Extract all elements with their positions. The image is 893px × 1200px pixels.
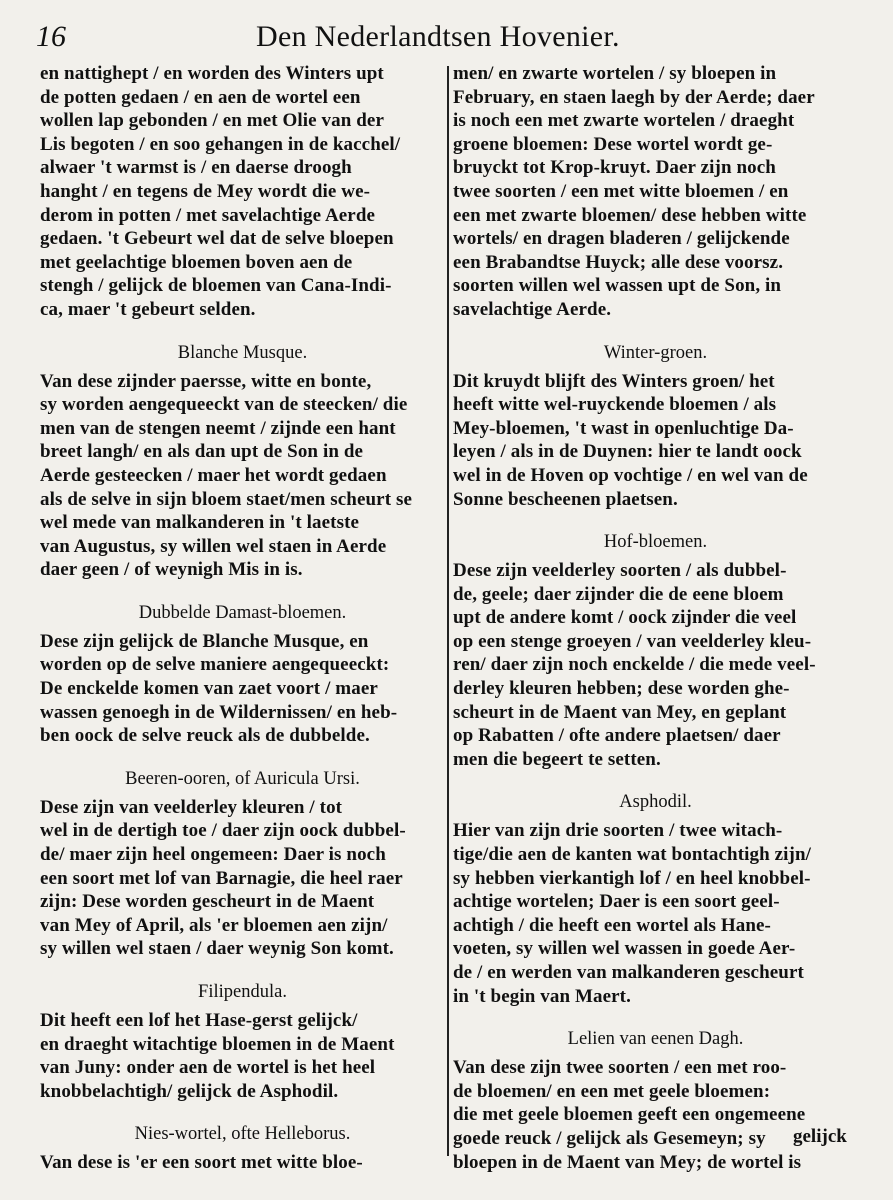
text-line: Dit kruydt blijft des Winters groen/ het [453, 370, 775, 392]
text-line: op Rabatten / ofte andere plaetsen/ daer [453, 725, 781, 747]
left-column [40, 62, 445, 1175]
text-section [453, 790, 858, 1008]
text-line: sy worden aengequeeckt van de steecken/ die [40, 394, 408, 416]
text-line: twee soorten / een met witte bloemen / en [453, 180, 789, 202]
text-line: bloepen in de Maent van Mey; de wortel is [453, 1151, 802, 1173]
column-divider [447, 66, 449, 1156]
section-heading: Blanche Musque. [177, 342, 308, 363]
section-heading: Winter-groen. [603, 342, 708, 363]
text-line: voeten, sy willen wel wassen in goede Aer- [453, 938, 796, 960]
text-line: een Brabandtse Huyck; alle dese voorsz. [453, 251, 784, 273]
text-line: achtige wortelen; Daer is een soort geel- [453, 891, 780, 913]
text-line: wortels/ en dragen bladeren / gelijckende [453, 228, 790, 250]
text-section [453, 62, 858, 322]
text-line: ben oock de selve reuck als de dubbelde. [40, 725, 370, 747]
text-section [453, 530, 858, 771]
text-section [40, 62, 445, 322]
text-line: bruyckt tot Krop-kruyt. Daer zijn noch [453, 157, 776, 179]
text-line: worden op de selve maniere aengequeeckt: [40, 654, 390, 676]
text-line: groene bloemen: Dese wortel wordt ge- [453, 133, 773, 155]
text-line: Sonne bescheenen plaetsen. [453, 488, 678, 510]
text-line: die met geele bloemen geeft een ongemeene [453, 1104, 806, 1126]
text-line: als de selve in sijn bloem staet/men scheurt se [40, 488, 412, 510]
text-line: soorten willen wel wassen upt de Son, in [453, 275, 782, 297]
text-line: gedaen. 't Gebeurt wel dat de selve bloepen [40, 228, 394, 250]
text-line: knobbelachtigh/ gelijck de Asphodil. [40, 1080, 339, 1102]
text-line: sy willen wel staen / daer weynig Son komt. [40, 938, 394, 960]
text-line: tige/die aen de kanten wat bontachtigh zijn/ [453, 844, 812, 866]
text-section [40, 980, 445, 1103]
text-line: de potten gedaen / en aen de wortel een [40, 86, 361, 108]
text-line: wassen genoegh in de Wildernissen/ en heb- [40, 701, 398, 723]
section-heading: Hof-bloemen. [603, 532, 708, 553]
text-line: daer geen / of weynigh Mis in is. [40, 559, 303, 581]
text-line: Aerde gesteecken / maer het wordt gedaen [40, 464, 387, 486]
text-line: goede reuck / gelijck als Gesemeyn; sy [453, 1127, 766, 1149]
text-line: Hier van zijn drie soorten / twee witach- [453, 820, 783, 842]
text-line: de/ maer zijn heel ongemeen: Daer is noch [40, 844, 386, 866]
section-heading: Beeren-ooren, of Auricula Ursi. [125, 768, 360, 789]
text-line: Van dese zijn twee soorten / een met roo- [453, 1057, 787, 1079]
text-line: derom in potten / met savelachtige Aerde [40, 204, 376, 226]
text-section [40, 601, 445, 748]
text-line: De enckelde komen van zaet voort / maer [40, 678, 378, 700]
text-line: Dese zijn van veelderley kleuren / tot [40, 796, 343, 818]
text-section [453, 1027, 858, 1174]
text-line: Van dese zijnder paersse, witte en bonte, [40, 370, 372, 392]
text-line: stengh / gelijck de bloemen van Cana-Indi- [40, 275, 392, 297]
text-line: van Juny: onder aen de wortel is het heel [40, 1057, 376, 1079]
text-line: hanght / en tegens de Mey wordt die we- [40, 180, 371, 202]
running-title: Den Nederlandtsen Hovenier. [256, 20, 620, 53]
text-line: is noch een met zwarte wortelen / draeght [453, 110, 795, 132]
catchword: gelijck [793, 1126, 847, 1147]
right-column [453, 62, 858, 1174]
text-line: savelachtige Aerde. [453, 298, 612, 320]
section-heading: Nies-wortel, ofte Helleborus. [134, 1124, 351, 1145]
text-line: Mey-bloemen, 't wast in openluchtige Da- [453, 417, 794, 439]
text-line: en draeght witachtige bloemen in de Maent [40, 1033, 395, 1055]
text-line: men/ en zwarte wortelen / sy bloepen in [453, 63, 777, 84]
text-line: February, en staen laegh by der Aerde; daer [453, 86, 815, 108]
text-line: op een stenge groeyen / van veelderley kleu- [453, 630, 812, 652]
text-line: de / en werden van malkanderen gescheurt [453, 962, 804, 983]
section-heading: Asphodil. [619, 792, 692, 813]
text-line: alwaer 't warmst is / en daerse droogh [40, 157, 352, 179]
text-section [40, 1122, 445, 1175]
text-line: leyen / als in de Duynen: hier te landt oock [453, 441, 802, 463]
section-heading: Filipendula. [198, 982, 287, 1002]
text-line: in 't begin van Maert. [453, 985, 631, 1007]
text-line: wel in de Hoven op vochtige / en wel van de [453, 464, 808, 486]
text-line: ca, maer 't gebeurt selden. [40, 298, 256, 320]
text-line: de bloemen/ en een met geele bloemen: [453, 1080, 771, 1102]
section-heading: Lelien van eenen Dagh. [567, 1029, 744, 1050]
text-section [453, 341, 858, 512]
text-line: scheurt in de Maent van Mey, en geplant [453, 701, 787, 723]
text-section [40, 767, 445, 961]
text-line: wel mede van malkanderen in 't laetste [40, 512, 360, 534]
text-line: upt de andere komt / oock zijnder die veel [453, 607, 797, 629]
page-header [0, 18, 893, 58]
text-line: Lis begoten / en soo gehangen in de kacchel/ [40, 133, 401, 155]
text-line: en nattighept / en worden des Winters upt [40, 63, 384, 84]
text-line: wel in de dertigh toe / daer zijn oock dubbel- [40, 820, 406, 842]
text-line: achtigh / die heeft een wortel als Hane- [453, 914, 771, 936]
text-line: van Mey of April, als 'er bloemen aen zijn/ [40, 914, 388, 936]
text-line: men van de stengen neemt / zijnde een hant [40, 417, 396, 439]
text-line: men die begeert te setten. [453, 748, 661, 770]
text-line: Van dese is 'er een soort met witte bloe- [40, 1152, 363, 1174]
text-line: met geelachtige bloemen boven aen de [40, 251, 353, 273]
text-line: wollen lap gebonden / en met Olie van der [40, 110, 384, 132]
page-number: 16 [36, 20, 66, 53]
section-heading: Dubbelde Damast-bloemen. [138, 602, 347, 623]
text-line: een soort met lof van Barnagie, die heel raer [40, 867, 403, 889]
text-line: ren/ daer zijn noch enckelde / die mede veel- [453, 654, 816, 676]
text-line: Dit heeft een lof het Hase-gerst gelijck/ [40, 1010, 358, 1031]
text-line: Dese zijn gelijck de Blanche Musque, en [40, 630, 369, 652]
text-line: de, geele; daer zijnder die de eene bloem [453, 583, 784, 605]
text-line: breet langh/ en als dan upt de Son in de [40, 441, 364, 463]
text-line: van Augustus, sy willen wel staen in Aerde [40, 535, 387, 557]
text-line: sy hebben vierkantigh lof / en heel knobbel- [453, 867, 811, 889]
text-line: heeft witte wel-ruyckende bloemen / als [453, 394, 777, 416]
text-line: een met zwarte bloemen/ dese hebben witte [453, 204, 807, 226]
text-section [40, 341, 445, 582]
text-line: derley kleuren hebben; dese worden ghe- [453, 678, 790, 700]
text-line: Dese zijn veelderley soorten / als dubbel- [453, 560, 787, 582]
text-line: zijn: Dese worden gescheurt in de Maent [40, 891, 375, 913]
